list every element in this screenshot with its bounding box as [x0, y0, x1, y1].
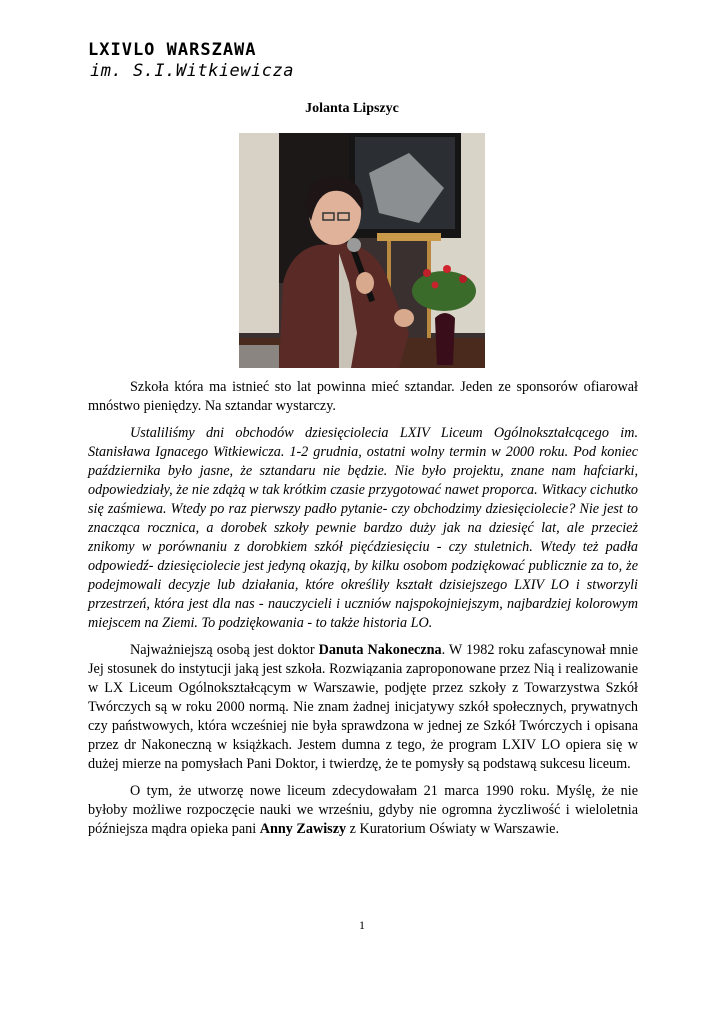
paragraph-nakoneczna: [88, 641, 638, 774]
paragraph-zawisza: [88, 782, 638, 839]
page-number: 1: [359, 918, 365, 932]
page-title: Jolanta Lipszyc: [305, 101, 399, 116]
paragraph-text: Najważniejszą osobą jest doktor: [130, 642, 319, 658]
speaker-with-microphone-photo-icon: [239, 133, 485, 368]
logo-line-1: LXIVLO WARSZAWA: [88, 40, 257, 60]
paragraph-text: z Kuratorium Oświaty w Warszawie.: [346, 821, 560, 837]
person-name: Anny Zawiszy: [259, 821, 347, 837]
paragraph-text: O tym, że utworzę nowe liceum zdecydowałam 21 marca 1990 roku. Myślę, że nie byłoby możliwe rozpoczęcie nauki we wrześniu, gdyby nie ogromna życzliwość i wieloletnia późniejsza mądra opieka pani: [88, 783, 638, 837]
school-logo: [88, 40, 294, 82]
speaker-photo: [239, 133, 485, 368]
logo-line-2: im. S.I.Witkiewicza: [90, 61, 294, 81]
paragraph-banner: Szkoła która ma istnieć sto lat powinna mieć sztandar. Jeden ze sponsorów ofiarował mnóstwo pieniędzy. Na sztandar wystarczy.: [88, 379, 638, 414]
paragraph-text: . W 1982 roku zafascynował mnie Jej stosunek do instytucji jaką jest szkoła. Rozwiązania zaproponowane przez Nią i realizowanie w LX Liceum Ogólnokształcącym w Warszawie, podjęte przez szkoły z Towarzystwa Szkół Twórczych są w roku 2000 normą. Nie znam żadnej inicjatywy szkół społecznych, prywatnych czy państwowych, która wcześniej nie była sprawdzona w jednej ze Szkół Twórczych i opisana przez dr Nakoneczną w książkach. Jestem dumna z tego, że program LXIV LO opiera się w dużej mierze na pomysłach Pani Doktor, i twierdzę, że te pomysły są podstawą sukcesu liceum.: [88, 642, 638, 772]
paragraph-anniversary: Ustaliliśmy dni obchodów dziesięciolecia LXIV Liceum Ogólnokształcącego im. Stanisława Ignacego Witkiewicza. 1-2 grudnia, ostatni wolny termin w 2000 roku. Pod koniec października było jasne, że sztandaru nie będzie. Nie było projektu, znane nam hafciarki, odpowiedziały, że nie zdążą w tak krótkim czasie przygotować nawet proporca. Witkacy cichutko się zaśmiewa. Wtedy po raz pierwszy padło pytanie- czy obchodzimy dziesięciolecie? Nie jest to znacząca rocznica, a dorobek szkoły pewnie bardzo duży jak na dziesięć lat, ale przecież znikomy w porównaniu z dorobkiem szkół pięćdziesięciu - czy stuletnich. Wtedy też padła odpowiedź- dziesięciolecie jest jedyną okazją, by kilku osobom podziękować publicznie za to, że podejmowali decyzje lub działania, które określiły kształt dzisiejszego LXIV LO i stworzyli przestrzeń, która jest dla nas - nauczycieli i uczniów najspokojniejszym, najbardziej kolorowym miejscem na Ziemi. To podziękowania - to także historia LO.: [88, 425, 638, 631]
person-name: Danuta Nakoneczna: [318, 642, 442, 658]
article-body: [88, 378, 638, 847]
